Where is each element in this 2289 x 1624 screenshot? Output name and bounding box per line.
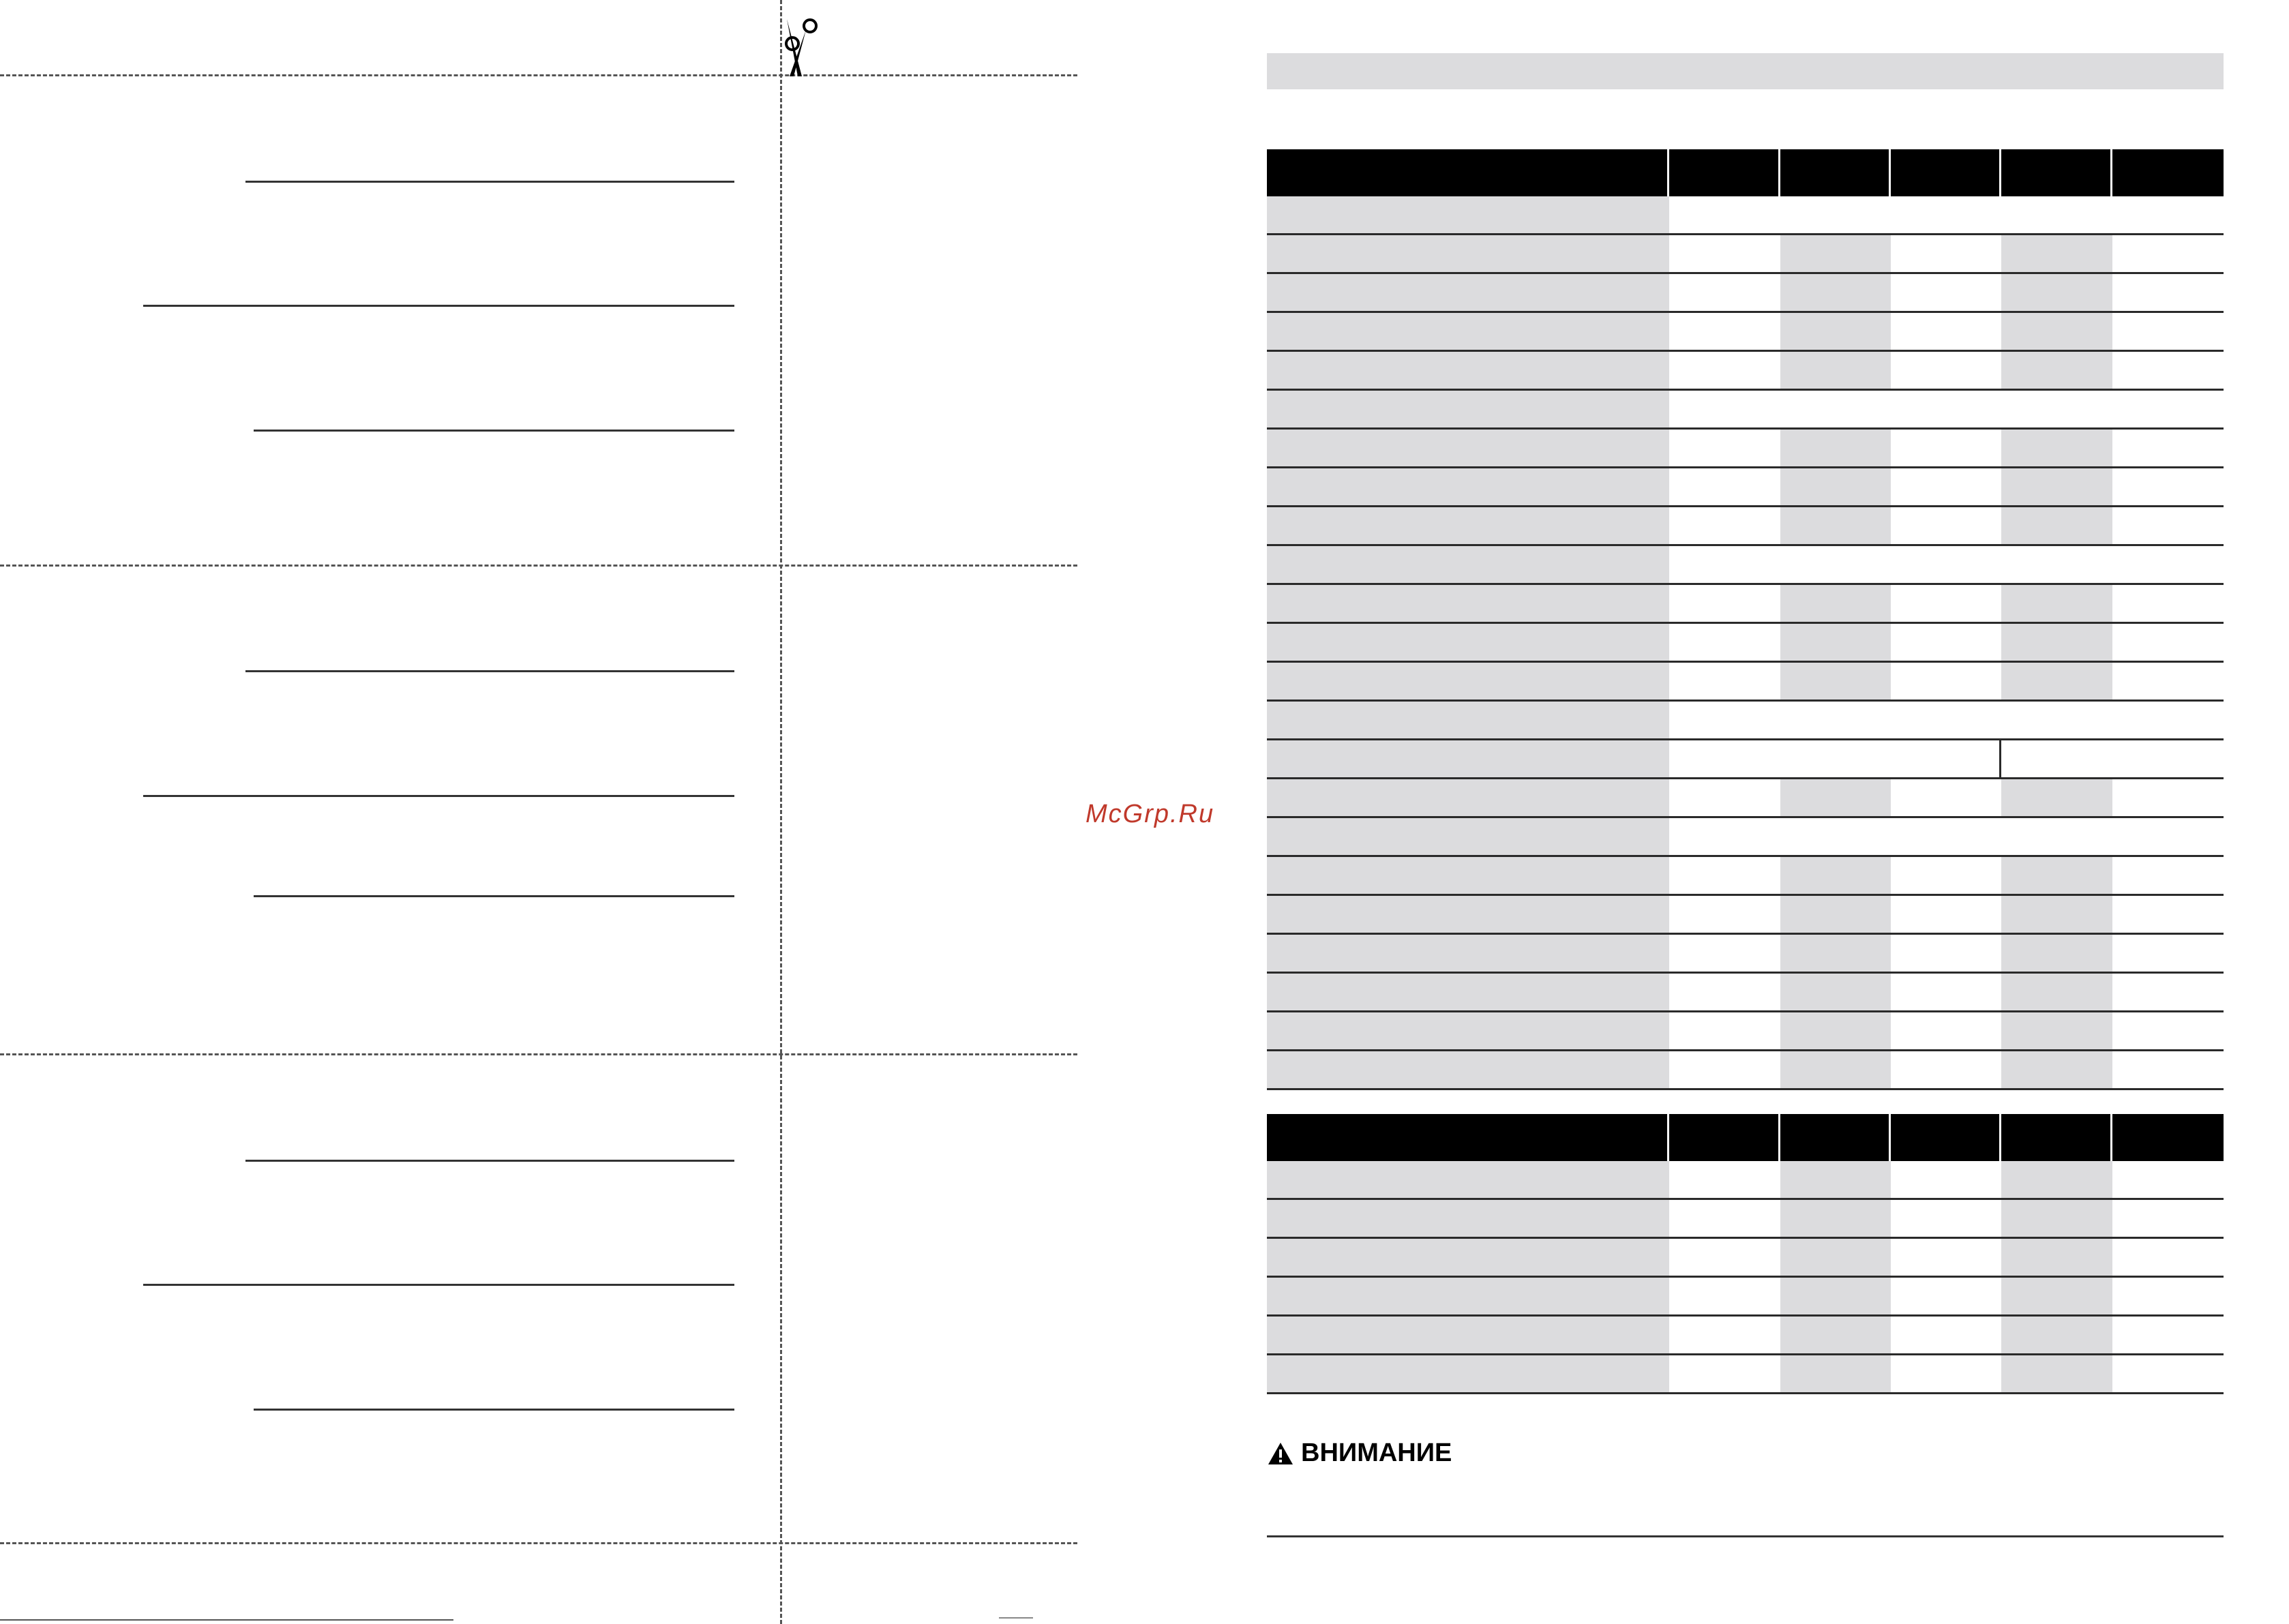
row-value-cell <box>2001 935 2112 972</box>
table-row <box>1267 196 2224 235</box>
row-value-cell <box>1780 974 1891 1010</box>
row-value-cell <box>1780 624 1891 661</box>
table-row <box>1267 313 2224 352</box>
row-value-cell <box>2001 1012 2112 1049</box>
table-row <box>1267 391 2224 430</box>
table-row <box>1267 779 2224 818</box>
header-cell <box>1669 149 1780 196</box>
coupon-2-field-2 <box>143 795 734 797</box>
row-value-cell <box>1780 896 1891 933</box>
row-value-cell <box>1780 235 1891 272</box>
row-label-cell <box>1267 585 1669 622</box>
row-label-cell <box>1267 1200 1669 1237</box>
table-row <box>1267 546 2224 585</box>
cut-line-3 <box>0 1542 1077 1544</box>
header-cell <box>2112 149 2224 196</box>
row-value-cell <box>1669 352 1780 389</box>
table-row <box>1267 585 2224 624</box>
row-label-cell <box>1267 935 1669 972</box>
table-row <box>1267 352 2224 391</box>
row-value-cell <box>1780 352 1891 389</box>
row-value-cell <box>1891 274 2001 311</box>
row-value-cell <box>1780 274 1891 311</box>
row-value-cell <box>2001 663 2112 700</box>
row-value-cell <box>1669 1278 1780 1314</box>
row-value-cell <box>2001 624 2112 661</box>
row-label-cell <box>1267 702 1669 738</box>
header-cell <box>2001 1114 2112 1161</box>
row-value-cell <box>2001 313 2112 350</box>
spec-table-2-header <box>1267 1114 2224 1161</box>
spec-table-1-header <box>1267 149 2224 196</box>
row-label-cell <box>1267 974 1669 1010</box>
row-value-cell <box>1780 1161 1891 1198</box>
table-row <box>1267 507 2224 546</box>
row-value-cell <box>2112 235 2224 272</box>
row-value-cell <box>2001 779 2112 816</box>
row-value-cell <box>2112 1012 2224 1049</box>
row-value-cell <box>1669 663 1780 700</box>
row-value-cell <box>1669 1355 1780 1392</box>
row-value-cell <box>2001 1317 2112 1353</box>
row-value-cell <box>2001 896 2112 933</box>
footer-rule <box>0 1619 453 1621</box>
row-value-cell <box>1891 624 2001 661</box>
row-label-cell <box>1267 1239 1669 1276</box>
row-label-cell <box>1267 857 1669 894</box>
table-row <box>1267 935 2224 974</box>
row-value-cell <box>1669 740 2001 777</box>
row-value-cell <box>1891 974 2001 1010</box>
row-value-cell <box>1780 1200 1891 1237</box>
row-value-cell <box>1669 468 1780 505</box>
table-row <box>1267 235 2224 274</box>
row-value-cell <box>1669 1161 1780 1198</box>
row-value-cell <box>1891 468 2001 505</box>
footer-mark <box>999 1617 1033 1619</box>
row-value-cell <box>1780 1355 1891 1392</box>
row-value-cell <box>1669 313 1780 350</box>
row-value-cell <box>2001 740 2224 777</box>
table-row <box>1267 468 2224 507</box>
row-label-cell <box>1267 352 1669 389</box>
table-row <box>1267 1278 2224 1317</box>
table-row <box>1267 663 2224 702</box>
coupon-1-field-3 <box>254 430 734 432</box>
row-label-cell <box>1267 468 1669 505</box>
row-label-cell <box>1267 430 1669 466</box>
row-value-cell <box>2112 974 2224 1010</box>
section-title-bar <box>1267 53 2224 89</box>
row-value-cell <box>2001 1200 2112 1237</box>
row-value-cell <box>2001 235 2112 272</box>
row-label-cell <box>1267 546 1669 583</box>
row-value-cell <box>1891 352 2001 389</box>
row-value-cell <box>2112 1051 2224 1088</box>
row-value-cell <box>1669 1317 1780 1353</box>
row-value-cell <box>2001 507 2112 544</box>
row-value-cell <box>1891 430 2001 466</box>
row-value-cell <box>2112 1239 2224 1276</box>
row-value-cell <box>2001 430 2112 466</box>
table-row <box>1267 1317 2224 1355</box>
table-row <box>1267 974 2224 1012</box>
table-row <box>1267 274 2224 313</box>
row-value-cell <box>1891 1200 2001 1237</box>
row-value-cell <box>2112 779 2224 816</box>
header-cell <box>1891 149 2001 196</box>
header-cell <box>2001 149 2112 196</box>
row-label-cell <box>1267 779 1669 816</box>
row-value-cell <box>2001 1355 2112 1392</box>
row-value-cell <box>1891 1051 2001 1088</box>
row-label-cell <box>1267 624 1669 661</box>
row-value-cell <box>2001 352 2112 389</box>
watermark: McGrp.Ru <box>1086 800 1215 828</box>
header-cell <box>1267 149 1669 196</box>
table-row <box>1267 1051 2224 1090</box>
row-label-cell <box>1267 663 1669 700</box>
row-value-cell <box>1780 1278 1891 1314</box>
row-label-cell <box>1267 196 1669 233</box>
row-value-cell <box>1669 624 1780 661</box>
row-value-cell <box>2112 274 2224 311</box>
row-value-cell <box>1669 935 1780 972</box>
row-value-cell <box>1891 1012 2001 1049</box>
row-value-cell <box>1891 507 2001 544</box>
row-value-cell <box>1891 1278 2001 1314</box>
row-value-cell <box>1891 857 2001 894</box>
row-value-cell <box>1669 1200 1780 1237</box>
row-value-cell <box>2001 468 2112 505</box>
coupon-2-field-1 <box>245 670 734 672</box>
row-value-cell <box>2112 1161 2224 1198</box>
row-value-cell <box>1891 1239 2001 1276</box>
row-value-cell <box>2112 624 2224 661</box>
row-value-cell <box>1669 702 2224 738</box>
row-value-cell <box>2112 507 2224 544</box>
row-value-cell <box>2112 857 2224 894</box>
row-value-cell <box>2001 857 2112 894</box>
header-cell <box>1780 149 1891 196</box>
header-cell <box>1780 1114 1891 1161</box>
row-value-cell <box>1780 857 1891 894</box>
coupon-3-field-3 <box>254 1409 734 1411</box>
row-label-cell <box>1267 391 1669 427</box>
row-value-cell <box>2112 352 2224 389</box>
row-label-cell <box>1267 740 1669 777</box>
table-row <box>1267 740 2224 779</box>
row-value-cell <box>1891 313 2001 350</box>
row-value-cell <box>1780 935 1891 972</box>
row-value-cell <box>2001 974 2112 1010</box>
row-value-cell <box>2112 663 2224 700</box>
warning-triangle-icon <box>1267 1441 1294 1466</box>
row-value-cell <box>1669 585 1780 622</box>
row-value-cell <box>2112 1317 2224 1353</box>
row-value-cell <box>2112 585 2224 622</box>
row-value-cell <box>2001 585 2112 622</box>
row-label-cell <box>1267 313 1669 350</box>
row-value-cell <box>1669 274 1780 311</box>
row-value-cell <box>1780 1317 1891 1353</box>
table-row <box>1267 1012 2224 1051</box>
row-value-cell <box>1891 1355 2001 1392</box>
row-label-cell <box>1267 235 1669 272</box>
row-value-cell <box>1780 585 1891 622</box>
row-label-cell <box>1267 896 1669 933</box>
row-value-cell <box>1891 585 2001 622</box>
header-cell <box>2112 1114 2224 1161</box>
row-value-cell <box>1780 507 1891 544</box>
row-value-cell <box>1669 430 1780 466</box>
row-label-cell <box>1267 507 1669 544</box>
table-row <box>1267 857 2224 896</box>
row-value-cell <box>1891 235 2001 272</box>
row-value-cell <box>1669 1051 1780 1088</box>
header-cell <box>1891 1114 2001 1161</box>
row-value-cell <box>1669 546 2224 583</box>
table-row <box>1267 1161 2224 1200</box>
row-value-cell <box>2112 1278 2224 1314</box>
cut-line-vertical <box>780 0 782 1624</box>
row-value-cell <box>1780 1239 1891 1276</box>
row-value-cell <box>2001 1239 2112 1276</box>
row-value-cell <box>1891 779 2001 816</box>
row-value-cell <box>2112 1200 2224 1237</box>
row-value-cell <box>2112 313 2224 350</box>
row-label-cell <box>1267 1161 1669 1198</box>
table-row <box>1267 624 2224 663</box>
row-value-cell <box>1891 1161 2001 1198</box>
table-row <box>1267 1239 2224 1278</box>
table-row <box>1267 1200 2224 1239</box>
bottom-rule <box>1267 1535 2224 1537</box>
row-value-cell <box>2001 274 2112 311</box>
row-value-cell <box>1669 818 2224 855</box>
row-value-cell <box>1780 1012 1891 1049</box>
warning-title: ВНИМАНИЕ <box>1301 1439 1452 1467</box>
row-label-cell <box>1267 1278 1669 1314</box>
coupon-3-field-2 <box>143 1284 734 1286</box>
row-value-cell <box>2112 935 2224 972</box>
warning-heading <box>1267 1439 1452 1468</box>
row-value-cell <box>2112 1355 2224 1392</box>
row-value-cell <box>2112 468 2224 505</box>
row-value-cell <box>1669 391 2224 427</box>
row-label-cell <box>1267 818 1669 855</box>
row-value-cell <box>1780 430 1891 466</box>
row-value-cell <box>2112 430 2224 466</box>
row-label-cell <box>1267 1051 1669 1088</box>
coupon-1-field-2 <box>143 305 734 307</box>
row-value-cell <box>1780 313 1891 350</box>
row-label-cell <box>1267 1355 1669 1392</box>
row-value-cell <box>1669 1012 1780 1049</box>
row-label-cell <box>1267 1012 1669 1049</box>
row-value-cell <box>1780 1051 1891 1088</box>
row-value-cell <box>1891 935 2001 972</box>
row-value-cell <box>1669 779 1780 816</box>
row-value-cell <box>1891 663 2001 700</box>
coupon-1-field-1 <box>245 181 734 183</box>
row-value-cell <box>2112 896 2224 933</box>
row-value-cell <box>1669 507 1780 544</box>
row-value-cell <box>1669 1239 1780 1276</box>
row-label-cell <box>1267 1317 1669 1353</box>
row-value-cell <box>2001 1278 2112 1314</box>
table-row <box>1267 1355 2224 1394</box>
cut-line-1 <box>0 565 1077 567</box>
row-value-cell <box>1780 663 1891 700</box>
row-value-cell <box>1780 779 1891 816</box>
cut-line-2 <box>0 1053 1077 1055</box>
coupon-2-field-3 <box>254 895 734 897</box>
scissors-icon <box>777 14 825 82</box>
row-label-cell <box>1267 274 1669 311</box>
row-value-cell <box>1669 235 1780 272</box>
row-value-cell <box>1780 468 1891 505</box>
table-row <box>1267 430 2224 468</box>
row-value-cell <box>2001 1161 2112 1198</box>
coupon-3-field-1 <box>245 1160 734 1162</box>
row-value-cell <box>1669 196 2224 233</box>
row-value-cell <box>1891 1317 2001 1353</box>
table-row <box>1267 702 2224 740</box>
row-value-cell <box>2001 1051 2112 1088</box>
spec-table-1 <box>1267 149 2224 1090</box>
header-cell <box>1669 1114 1780 1161</box>
row-value-cell <box>1669 974 1780 1010</box>
header-cell <box>1267 1114 1669 1161</box>
row-value-cell <box>1891 896 2001 933</box>
cut-line-top <box>0 74 1077 76</box>
spec-table-2 <box>1267 1114 2224 1394</box>
row-value-cell <box>1669 896 1780 933</box>
table-row <box>1267 818 2224 857</box>
table-row <box>1267 896 2224 935</box>
row-value-cell <box>1669 857 1780 894</box>
